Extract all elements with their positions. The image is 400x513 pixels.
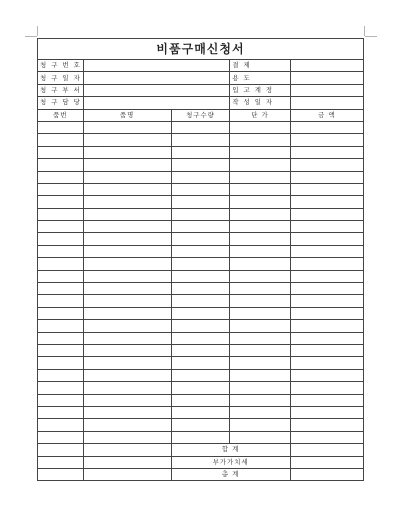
item-cell[interactable] [290, 146, 363, 158]
item-cell[interactable] [230, 394, 290, 406]
item-cell[interactable] [83, 245, 171, 257]
info-left-value[interactable] [83, 60, 230, 72]
item-cell[interactable] [38, 295, 84, 307]
item-row [38, 283, 364, 295]
item-cell[interactable] [230, 406, 290, 418]
info-right-value[interactable] [290, 72, 363, 84]
summary-blank-cell [38, 468, 84, 480]
item-cell[interactable] [38, 121, 84, 133]
info-right-label: 결 제 [230, 60, 290, 72]
item-cell[interactable] [38, 369, 84, 381]
summary-label: 부가가치세 [171, 456, 290, 468]
item-cell[interactable] [83, 394, 171, 406]
item-cell[interactable] [171, 146, 230, 158]
item-cell[interactable] [290, 245, 363, 257]
item-cell[interactable] [290, 369, 363, 381]
item-cell[interactable] [38, 382, 84, 394]
item-cell[interactable] [171, 134, 230, 146]
summary-blank-cell [83, 444, 171, 456]
item-cell[interactable] [290, 382, 363, 394]
info-left-value[interactable] [83, 72, 230, 84]
item-cell[interactable] [230, 307, 290, 319]
item-row [38, 406, 364, 418]
item-cell[interactable] [83, 183, 171, 195]
item-cell[interactable] [230, 270, 290, 282]
item-row [38, 320, 364, 332]
summary-blank-cell [83, 468, 171, 480]
item-cell[interactable] [230, 431, 290, 443]
item-cell[interactable] [290, 270, 363, 282]
item-cell[interactable] [290, 307, 363, 319]
item-cell[interactable] [38, 344, 84, 356]
item-cell[interactable] [230, 233, 290, 245]
item-cell[interactable] [38, 221, 84, 233]
column-header: 단 가 [230, 109, 290, 121]
item-cell[interactable] [171, 369, 230, 381]
item-cell[interactable] [83, 320, 171, 332]
item-row [38, 233, 364, 245]
item-cell[interactable] [290, 406, 363, 418]
item-cell[interactable] [290, 134, 363, 146]
item-cell[interactable] [171, 406, 230, 418]
item-cell[interactable] [290, 357, 363, 369]
item-cell[interactable] [83, 270, 171, 282]
item-cell[interactable] [171, 382, 230, 394]
item-cell[interactable] [38, 270, 84, 282]
item-row [38, 196, 364, 208]
item-cell[interactable] [38, 134, 84, 146]
summary-value[interactable] [290, 456, 363, 468]
item-cell[interactable] [171, 344, 230, 356]
item-cell[interactable] [171, 283, 230, 295]
item-cell[interactable] [171, 171, 230, 183]
item-cell[interactable] [230, 369, 290, 381]
item-cell[interactable] [230, 245, 290, 257]
item-cell[interactable] [83, 146, 171, 158]
item-cell[interactable] [230, 295, 290, 307]
item-cell[interactable] [83, 221, 171, 233]
item-cell[interactable] [38, 406, 84, 418]
info-left-value[interactable] [83, 97, 230, 109]
info-left-label: 청 구 일 자 [38, 72, 84, 84]
item-cell[interactable] [230, 183, 290, 195]
item-row [38, 394, 364, 406]
crop-mark-right-horizontal [365, 36, 377, 37]
info-right-label: 입 고 계 정 [230, 84, 290, 96]
item-cell[interactable] [171, 221, 230, 233]
item-row [38, 332, 364, 344]
summary-row [38, 444, 364, 456]
item-cell[interactable] [83, 307, 171, 319]
item-cell[interactable] [230, 419, 290, 431]
item-cell[interactable] [171, 159, 230, 171]
item-row [38, 369, 364, 381]
summary-blank-cell [38, 444, 84, 456]
item-cell[interactable] [38, 171, 84, 183]
item-cell[interactable] [230, 221, 290, 233]
summary-value[interactable] [290, 444, 363, 456]
item-cell[interactable] [230, 283, 290, 295]
item-cell[interactable] [290, 320, 363, 332]
item-cell[interactable] [230, 320, 290, 332]
info-right-value[interactable] [290, 60, 363, 72]
item-row [38, 270, 364, 282]
summary-label: 합 계 [171, 444, 290, 456]
crop-mark-left-vertical [37, 26, 38, 36]
title-row [38, 39, 364, 60]
item-cell[interactable] [38, 233, 84, 245]
item-cell[interactable] [230, 258, 290, 270]
item-cell[interactable] [38, 208, 84, 220]
info-left-value[interactable] [83, 84, 230, 96]
item-row [38, 121, 364, 133]
item-cell[interactable] [290, 121, 363, 133]
summary-blank-cell [83, 456, 171, 468]
item-cell[interactable] [290, 344, 363, 356]
item-cell[interactable] [83, 134, 171, 146]
item-cell[interactable] [230, 196, 290, 208]
item-cell[interactable] [83, 196, 171, 208]
item-cell[interactable] [290, 431, 363, 443]
item-cell[interactable] [230, 134, 290, 146]
summary-blank-cell [38, 456, 84, 468]
column-header: 금 액 [290, 109, 363, 121]
item-cell[interactable] [290, 221, 363, 233]
item-cell[interactable] [290, 196, 363, 208]
info-row [38, 84, 364, 96]
purchase-request-form [37, 38, 364, 481]
summary-row [38, 468, 364, 480]
item-cell[interactable] [230, 357, 290, 369]
item-cell[interactable] [83, 121, 171, 133]
item-cell[interactable] [171, 245, 230, 257]
item-cell[interactable] [171, 233, 230, 245]
item-row [38, 134, 364, 146]
item-cell[interactable] [171, 183, 230, 195]
item-cell[interactable] [38, 258, 84, 270]
item-cell[interactable] [83, 295, 171, 307]
item-cell[interactable] [38, 332, 84, 344]
item-cell[interactable] [171, 431, 230, 443]
item-cell[interactable] [38, 183, 84, 195]
crop-mark-left-horizontal [25, 36, 37, 37]
info-left-label: 청 구 번 호 [38, 60, 84, 72]
item-cell[interactable] [290, 295, 363, 307]
item-cell[interactable] [83, 208, 171, 220]
info-right-value[interactable] [290, 97, 363, 109]
item-cell[interactable] [38, 320, 84, 332]
info-row [38, 60, 364, 72]
item-cell[interactable] [38, 196, 84, 208]
item-row [38, 146, 364, 158]
item-cell[interactable] [38, 357, 84, 369]
item-row [38, 357, 364, 369]
item-cell[interactable] [230, 208, 290, 220]
item-cell[interactable] [171, 320, 230, 332]
item-row [38, 159, 364, 171]
item-row [38, 431, 364, 443]
info-right-value[interactable] [290, 84, 363, 96]
item-row [38, 221, 364, 233]
item-cell[interactable] [171, 332, 230, 344]
item-cell[interactable] [171, 258, 230, 270]
crop-mark-right-vertical [364, 26, 365, 36]
column-header: 품명 [83, 109, 171, 121]
info-right-label: 용 도 [230, 72, 290, 84]
summary-label: 총 계 [171, 468, 290, 480]
item-cell[interactable] [38, 394, 84, 406]
item-row [38, 344, 364, 356]
item-row [38, 382, 364, 394]
column-header: 품번 [38, 109, 84, 121]
item-cell[interactable] [230, 159, 290, 171]
item-cell[interactable] [171, 357, 230, 369]
item-cell[interactable] [290, 394, 363, 406]
item-cell[interactable] [38, 307, 84, 319]
item-cell[interactable] [290, 183, 363, 195]
item-cell[interactable] [83, 283, 171, 295]
item-cell[interactable] [38, 431, 84, 443]
item-cell[interactable] [171, 270, 230, 282]
item-cell[interactable] [83, 332, 171, 344]
item-cell[interactable] [290, 258, 363, 270]
item-row [38, 171, 364, 183]
form-title: 비품구매신청서 [38, 39, 364, 60]
item-cell[interactable] [230, 146, 290, 158]
item-cell[interactable] [38, 419, 84, 431]
item-cell[interactable] [171, 295, 230, 307]
form-table [37, 38, 364, 481]
item-cell[interactable] [83, 344, 171, 356]
item-cell[interactable] [83, 258, 171, 270]
item-row [38, 419, 364, 431]
item-cell[interactable] [290, 419, 363, 431]
item-row [38, 183, 364, 195]
item-cell[interactable] [83, 357, 171, 369]
item-cell[interactable] [83, 382, 171, 394]
item-cell[interactable] [171, 394, 230, 406]
item-cell[interactable] [171, 196, 230, 208]
info-left-label: 청 구 담 당 [38, 97, 84, 109]
info-row [38, 97, 364, 109]
item-cell[interactable] [230, 332, 290, 344]
item-cell[interactable] [38, 245, 84, 257]
column-header-row [38, 109, 364, 121]
item-cell[interactable] [290, 283, 363, 295]
item-cell[interactable] [171, 208, 230, 220]
item-cell[interactable] [38, 146, 84, 158]
item-cell[interactable] [290, 159, 363, 171]
item-cell[interactable] [83, 419, 171, 431]
item-cell[interactable] [230, 382, 290, 394]
item-cell[interactable] [171, 307, 230, 319]
column-header: 청구수량 [171, 109, 230, 121]
info-right-label: 작 성 일 자 [230, 97, 290, 109]
item-cell[interactable] [171, 419, 230, 431]
item-row [38, 307, 364, 319]
item-row [38, 245, 364, 257]
item-cell[interactable] [230, 344, 290, 356]
item-cell[interactable] [290, 171, 363, 183]
item-cell[interactable] [83, 171, 171, 183]
info-row [38, 72, 364, 84]
item-cell[interactable] [230, 121, 290, 133]
item-cell[interactable] [38, 159, 84, 171]
item-cell[interactable] [83, 431, 171, 443]
item-cell[interactable] [83, 369, 171, 381]
summary-value[interactable] [290, 468, 363, 480]
item-cell[interactable] [290, 233, 363, 245]
summary-row [38, 456, 364, 468]
item-cell[interactable] [83, 159, 171, 171]
item-cell[interactable] [230, 171, 290, 183]
item-row [38, 208, 364, 220]
item-cell[interactable] [38, 283, 84, 295]
item-row [38, 295, 364, 307]
item-cell[interactable] [290, 208, 363, 220]
item-cell[interactable] [290, 332, 363, 344]
item-cell[interactable] [171, 121, 230, 133]
info-left-label: 청 구 부 서 [38, 84, 84, 96]
item-cell[interactable] [83, 406, 171, 418]
item-row [38, 258, 364, 270]
item-cell[interactable] [83, 233, 171, 245]
